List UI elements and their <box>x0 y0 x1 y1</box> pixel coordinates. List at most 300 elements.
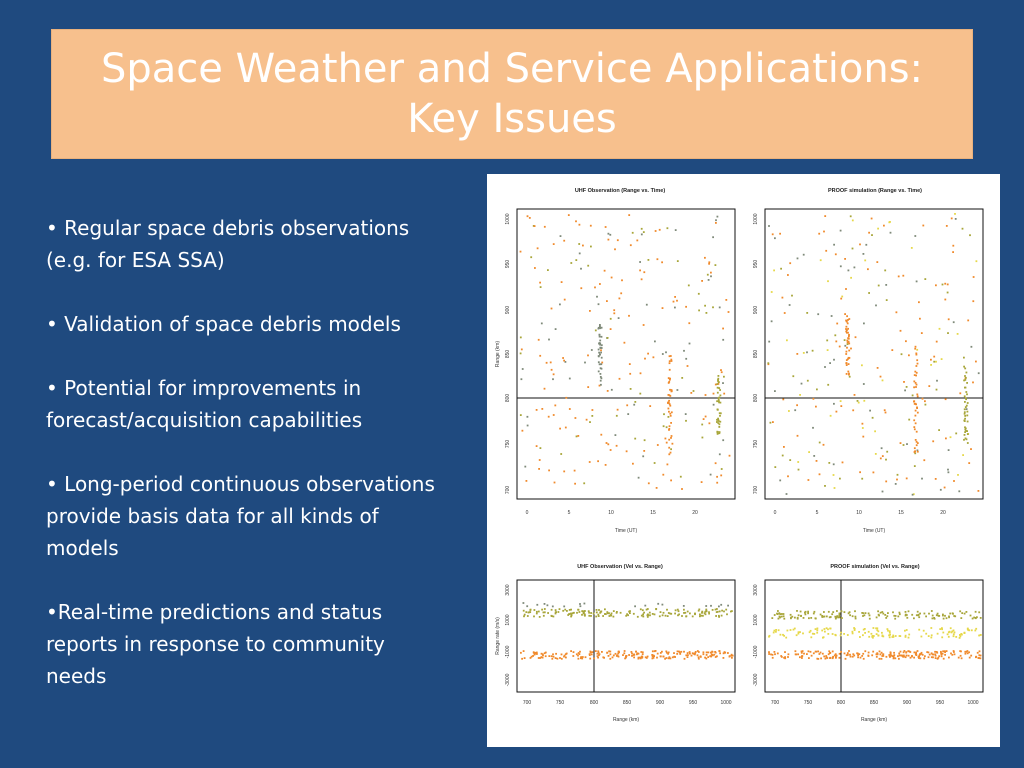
scatter-point <box>904 390 906 392</box>
scatter-point <box>681 377 683 379</box>
scatter-point <box>914 447 916 449</box>
scatter-point <box>880 612 882 614</box>
scatter-point <box>899 613 901 615</box>
scatter-point <box>965 428 967 430</box>
scatter-point <box>782 399 784 401</box>
scatter-point <box>841 296 843 298</box>
scatter-point <box>558 611 560 613</box>
scatter-point <box>579 224 581 226</box>
scatter-point <box>965 438 967 440</box>
scatter-point <box>885 481 887 483</box>
scatter-point <box>599 326 601 328</box>
scatter-point <box>698 658 700 660</box>
scatter-point <box>705 613 707 615</box>
scatter-point <box>964 368 966 370</box>
scatter-point <box>520 251 522 253</box>
scatter-point <box>964 401 966 403</box>
scatter-point <box>959 610 961 612</box>
scatter-point <box>954 632 956 634</box>
scatter-point <box>543 615 545 617</box>
scatter-point <box>798 614 800 616</box>
scatter-point <box>846 359 848 361</box>
scatter-point <box>670 355 672 357</box>
scatter-point <box>847 328 849 330</box>
scatter-point <box>940 651 942 653</box>
scatter-point <box>729 455 731 457</box>
scatter-point <box>958 657 960 659</box>
scatter-point <box>859 471 861 473</box>
scatter-point <box>846 315 848 317</box>
scatter-point <box>861 364 863 366</box>
scatter-point <box>803 653 805 655</box>
scatter-point <box>835 341 837 343</box>
scatter-point <box>719 389 721 391</box>
scatter-point <box>716 608 718 610</box>
y-tick-label: 750 <box>505 439 511 449</box>
scatter-point <box>662 656 664 658</box>
scatter-point <box>677 614 679 616</box>
scatter-point <box>613 312 615 314</box>
scatter-point <box>631 655 633 657</box>
scatter-point <box>800 615 802 617</box>
scatter-point <box>915 439 917 441</box>
scatter-point <box>852 656 854 658</box>
scatter-point <box>576 436 578 438</box>
scatter-point <box>972 300 974 302</box>
scatter-point <box>889 656 891 658</box>
y-axis-label: Range rate (m/s) <box>495 617 501 655</box>
scatter-point <box>580 287 582 289</box>
scatter-point <box>570 616 572 618</box>
scatter-point <box>846 373 848 375</box>
scatter-point <box>685 358 687 360</box>
scatter-point <box>641 278 643 280</box>
scatter-point <box>911 247 913 249</box>
scatter-point <box>916 394 918 396</box>
scatter-point <box>806 351 808 353</box>
scatter-point <box>564 609 566 611</box>
scatter-point <box>565 657 567 659</box>
scatter-point <box>893 656 895 658</box>
scatter-point <box>729 655 731 657</box>
scatter-point <box>572 655 574 657</box>
scatter-point <box>800 611 802 613</box>
scatter-point <box>668 408 670 410</box>
scatter-point <box>647 656 649 658</box>
scatter-point <box>633 657 635 659</box>
scatter-point <box>941 636 943 638</box>
scatter-point <box>840 405 842 407</box>
scatter-point <box>886 656 888 658</box>
scatter-point <box>597 460 599 462</box>
scatter-point <box>898 658 900 660</box>
scatter-point <box>857 400 859 402</box>
scatter-point <box>875 305 877 307</box>
scatter-point <box>548 339 550 341</box>
scatter-point <box>824 485 826 487</box>
scatter-point <box>569 378 571 380</box>
scatter-point <box>559 304 561 306</box>
scatter-point <box>716 400 718 402</box>
scatter-point <box>768 341 770 343</box>
scatter-point <box>571 614 573 616</box>
scatter-point <box>667 402 669 404</box>
panel-title: UHF Observation (Vel vs. Range) <box>577 564 663 570</box>
scatter-point <box>946 617 948 619</box>
scatter-point <box>827 280 829 282</box>
scatter-point <box>912 395 914 397</box>
scatter-point <box>918 301 920 303</box>
scatter-point <box>708 611 710 613</box>
scatter-point <box>807 380 809 382</box>
scatter-point <box>877 228 879 230</box>
scatter-point <box>789 262 791 264</box>
scatter-point <box>885 459 887 461</box>
scatter-point <box>963 357 965 359</box>
scatter-point <box>688 285 690 287</box>
scatter-point <box>709 655 711 657</box>
scatter-point <box>970 615 972 617</box>
scatter-point <box>880 654 882 656</box>
scatter-point <box>857 656 859 658</box>
scatter-point <box>836 323 838 325</box>
scatter-point <box>675 229 677 231</box>
scatter-point <box>978 611 980 613</box>
scatter-point <box>787 274 789 276</box>
scatter-point <box>895 483 897 485</box>
scatter-point <box>792 375 794 377</box>
scatter-point <box>640 608 642 610</box>
scatter-point <box>544 608 546 610</box>
scatter-point <box>957 333 959 335</box>
scatter-point <box>538 611 540 613</box>
scatter-point <box>767 362 769 364</box>
scatter-point <box>903 655 905 657</box>
scatter-point <box>913 386 915 388</box>
scatter-point <box>613 655 615 657</box>
scatter-point <box>569 408 571 410</box>
scatter-point <box>553 243 555 245</box>
scatter-point <box>768 653 770 655</box>
scatter-point <box>669 389 671 391</box>
scatter-point <box>930 359 932 361</box>
scatter-point <box>964 375 966 377</box>
scatter-point <box>561 658 563 660</box>
scatter-point <box>523 602 525 604</box>
scatter-point <box>803 352 805 354</box>
scatter-point <box>707 274 709 276</box>
scatter-point <box>900 442 902 444</box>
scatter-point <box>777 610 779 612</box>
scatter-point <box>922 398 924 400</box>
scatter-point <box>656 657 658 659</box>
scatter-point <box>838 615 840 617</box>
scatter-point <box>824 366 826 368</box>
scatter-point <box>834 334 836 336</box>
x-tick-label: 900 <box>655 700 665 706</box>
scatter-point <box>962 454 964 456</box>
x-tick-label: 15 <box>898 510 904 516</box>
scatter-point <box>720 604 722 606</box>
scatter-point <box>657 444 659 446</box>
scatter-point <box>666 652 668 654</box>
scatter-point <box>551 658 553 660</box>
scatter-point <box>935 284 937 286</box>
scatter-point <box>552 606 554 608</box>
scatter-point <box>915 422 917 424</box>
scatter-point <box>967 402 969 404</box>
scatter-point <box>617 409 619 411</box>
x-tick-label: 10 <box>608 510 614 516</box>
scatter-point <box>797 461 799 463</box>
scatter-point <box>576 612 578 614</box>
scatter-point <box>644 605 646 607</box>
scatter-point <box>951 218 953 220</box>
scatter-point <box>638 653 640 655</box>
scatter-point <box>980 657 982 659</box>
scatter-point <box>965 406 967 408</box>
scatter-point <box>662 307 664 309</box>
scatter-point <box>668 439 670 441</box>
scatter-point <box>616 415 618 417</box>
scatter-point <box>938 615 940 617</box>
scatter-point <box>812 427 814 429</box>
y-tick-label: 1000 <box>753 614 759 626</box>
scatter-point <box>587 265 589 267</box>
scatter-point <box>643 612 645 614</box>
scatter-point <box>869 410 871 412</box>
scatter-point <box>691 655 693 657</box>
scatter-point <box>710 275 712 277</box>
scatter-point <box>713 404 715 406</box>
scatter-point <box>634 605 636 607</box>
scatter-point <box>589 654 591 656</box>
scatter-point <box>536 611 538 613</box>
scatter-point <box>548 470 550 472</box>
scatter-point <box>780 268 782 270</box>
scatter-point <box>796 353 798 355</box>
scatter-point <box>937 633 939 635</box>
scatter-point <box>563 471 565 473</box>
scatter-point <box>574 470 576 472</box>
scatter-point <box>599 336 601 338</box>
scatter-point <box>715 222 717 224</box>
scatter-point <box>845 288 847 290</box>
scatter-point <box>705 610 707 612</box>
scatter-point <box>613 616 615 618</box>
scatter-point <box>914 374 916 376</box>
scatter-point <box>842 462 844 464</box>
scatter-point <box>827 633 829 635</box>
scatter-point <box>578 658 580 660</box>
scatter-point <box>887 628 889 630</box>
scatter-point <box>945 438 947 440</box>
scatter-point <box>913 657 915 659</box>
scatter-point <box>522 430 524 432</box>
scatter-point <box>718 616 720 618</box>
scatter-point <box>845 658 847 660</box>
scatter-point <box>964 418 966 420</box>
scatter-point <box>782 634 784 636</box>
scatter-point <box>962 228 964 230</box>
scatter-point <box>959 392 961 394</box>
scatter-point <box>915 652 917 654</box>
scatter-point <box>862 653 864 655</box>
scatter-point <box>669 360 671 362</box>
scatter-point <box>865 244 867 246</box>
scatter-point <box>882 653 884 655</box>
scatter-point <box>719 415 721 417</box>
scatter-point <box>597 614 599 616</box>
scatter-point <box>967 442 969 444</box>
scatter-point <box>912 494 914 496</box>
scatter-point <box>674 307 676 309</box>
scatter-point <box>670 658 672 660</box>
scatter-point <box>726 613 728 615</box>
scatter-point <box>967 650 969 652</box>
scatter-point <box>529 611 531 613</box>
scatter-point <box>898 653 900 655</box>
scatter-point <box>727 605 729 607</box>
scatter-point <box>790 614 792 616</box>
scatter-point <box>882 655 884 657</box>
scatter-point <box>817 651 819 653</box>
scatter-point <box>624 650 626 652</box>
scatter-point <box>878 615 880 617</box>
scatter-point <box>600 380 602 382</box>
scatter-point <box>855 618 857 620</box>
scatter-point <box>710 272 712 274</box>
scatter-point <box>790 629 792 631</box>
scatter-point <box>652 650 654 652</box>
scatter-point <box>865 612 867 614</box>
scatter-point <box>942 632 944 634</box>
scatter-point <box>859 636 861 638</box>
scatter-point <box>906 386 908 388</box>
scatter-point <box>714 651 716 653</box>
scatter-point <box>892 635 894 637</box>
scatter-point <box>647 608 649 610</box>
scatter-point <box>928 652 930 654</box>
bullet-item: • Potential for improvements in forecast/acquisition capabilities <box>46 376 363 432</box>
scatter-point <box>727 652 729 654</box>
scatter-point <box>813 633 815 635</box>
scatter-point <box>915 382 917 384</box>
scatter-point <box>669 369 671 371</box>
scatter-point <box>966 611 968 613</box>
scatter-point <box>665 351 667 353</box>
scatter-point <box>715 462 717 464</box>
scatter-point <box>905 651 907 653</box>
scatter-point <box>827 349 829 351</box>
scatter-point <box>669 379 671 381</box>
scatter-point <box>950 436 952 438</box>
scatter-point <box>916 281 918 283</box>
scatter-point <box>680 476 682 478</box>
scatter-point <box>722 439 724 441</box>
scatter-point <box>668 657 670 659</box>
y-axis-label: Range (km) <box>495 340 501 368</box>
scatter-point <box>884 614 886 616</box>
scatter-point <box>541 408 543 410</box>
scatter-point <box>534 267 536 269</box>
scatter-point <box>948 318 950 320</box>
scatter-point <box>852 633 854 635</box>
scatter-point <box>936 380 938 382</box>
scatter-point <box>802 633 804 635</box>
scatter-point <box>719 611 721 613</box>
scatter-point <box>687 365 689 367</box>
scatter-point <box>600 384 602 386</box>
scatter-point <box>643 450 645 452</box>
scatter-point <box>551 655 553 657</box>
scatter-points <box>767 213 979 496</box>
scatter-point <box>613 610 615 612</box>
scatter-point <box>917 412 919 414</box>
scatter-point <box>881 658 883 660</box>
scatter-point <box>648 482 650 484</box>
scatter-point <box>953 630 955 632</box>
scatter-point <box>615 653 617 655</box>
scatter-point <box>908 655 910 657</box>
scatter-point <box>964 431 966 433</box>
scatter-point <box>681 488 683 490</box>
scatter-point <box>542 657 544 659</box>
scatter-point <box>948 657 950 659</box>
scatter-point <box>833 244 835 246</box>
scatter-point <box>965 653 967 655</box>
scatter-point <box>589 461 591 463</box>
scatter-point <box>670 448 672 450</box>
scatter-point <box>627 413 629 415</box>
scatter-point <box>917 451 919 453</box>
scatter-point <box>591 654 593 656</box>
scatter-point <box>798 633 800 635</box>
scatter-point <box>660 655 662 657</box>
scatter-point <box>611 277 613 279</box>
scatter-point <box>862 436 864 438</box>
scatter-point <box>980 617 982 619</box>
scatter-point <box>915 410 917 412</box>
scatter-point <box>960 635 962 637</box>
scatter-point <box>877 367 879 369</box>
scatter-point <box>847 652 849 654</box>
scatter-point <box>898 276 900 278</box>
scatter-point <box>717 422 719 424</box>
scatter-point <box>934 651 936 653</box>
scatter-point <box>850 215 852 217</box>
scatter-point <box>663 425 665 427</box>
panel-uhf-range-time <box>495 188 735 534</box>
scatter-point <box>704 305 706 307</box>
scatter-point <box>715 264 717 266</box>
scatter-point <box>942 284 944 286</box>
scatter-point <box>829 362 831 364</box>
scatter-point <box>957 474 959 476</box>
scatter-point <box>547 604 549 606</box>
scatter-point <box>868 631 870 633</box>
scatter-point <box>574 483 576 485</box>
scatter-point <box>953 651 955 653</box>
scatter-point <box>953 321 955 323</box>
scatter-point <box>940 489 942 491</box>
scatter-point <box>975 611 977 613</box>
scatter-point <box>590 246 592 248</box>
scatter-point <box>564 299 566 301</box>
scatter-point <box>668 429 670 431</box>
scatter-point <box>832 651 834 653</box>
scatter-point <box>774 237 776 239</box>
